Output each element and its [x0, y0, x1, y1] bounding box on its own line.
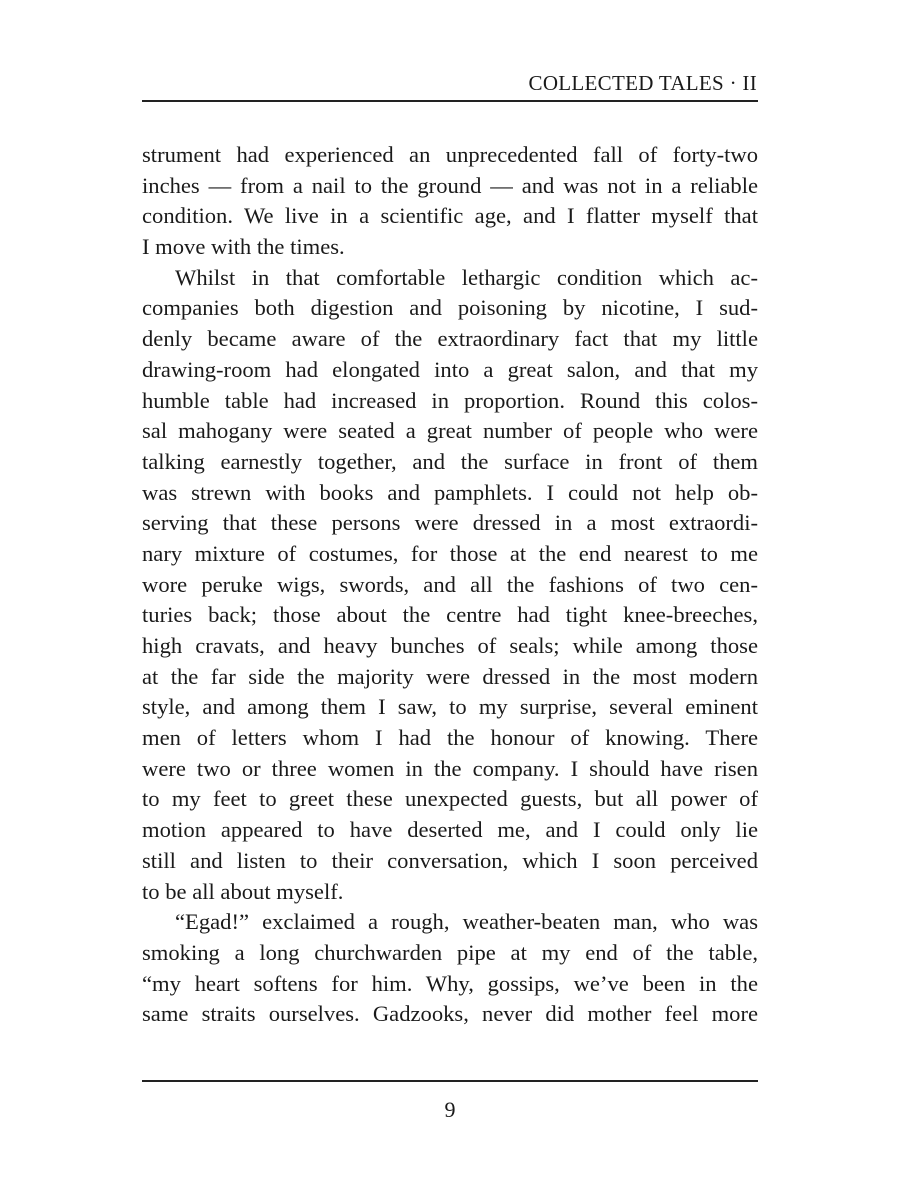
text-line: to my feet to greet these unexpected guests, but all power of: [142, 786, 758, 812]
text-line: motion appeared to have deserted me, and I could only lie: [142, 817, 758, 843]
text-line: strument had experienced an unprecedented fall of forty-two: [142, 142, 758, 167]
text-line: inches — from a nail to the ground — and was not in a reliable: [142, 172, 758, 198]
page-number: 9: [444, 1097, 456, 1122]
text-line: companies both digestion and poisoning by nicotine, I sud-: [142, 295, 758, 321]
text-line: nary mixture of costumes, for those at the end nearest to me: [142, 540, 758, 566]
text-line: talking earnestly together, and the surface in front of them: [142, 448, 758, 474]
text-line: wore peruke wigs, swords, and all the fashions of two cen-: [142, 571, 758, 597]
text-line: “Egad!” exclaimed a rough, weather-beaten man, who was: [175, 909, 758, 935]
text-line: smoking a long churchwarden pipe at my end of the table,: [142, 939, 758, 965]
text-line: were two or three women in the company. I should have risen: [142, 755, 758, 781]
footer-rule: [142, 1080, 758, 1082]
text-line: I move with the times.: [142, 234, 345, 260]
text-line: drawing-room had elongated into a great salon, and that my: [142, 356, 758, 382]
paragraph: [142, 140, 758, 263]
text-line: same straits ourselves. Gadzooks, never did mother feel more: [142, 1001, 758, 1027]
text-line: Whilst in that comfortable lethargic condition which ac-: [175, 264, 758, 290]
text-line: was strewn with books and pamphlets. I could not help ob-: [142, 479, 758, 505]
text-line: still and listen to their conversation, which I soon perceived: [142, 847, 758, 873]
paragraph: [142, 907, 758, 1030]
text-line: high cravats, and heavy bunches of seals; while among those: [142, 633, 758, 658]
body-text: [142, 140, 758, 1030]
text-line: serving that these persons were dressed in a most extraordi-: [142, 510, 758, 536]
text-line: sal mahogany were seated a great number of people who were: [142, 418, 758, 444]
running-head: [142, 64, 757, 100]
text-line: condition. We live in a scientific age, and I flatter myself that: [142, 203, 758, 229]
text-line: turies back; those about the centre had tight knee-breeches,: [142, 602, 758, 628]
text-line: to be all about myself.: [142, 878, 344, 904]
paragraph: [142, 263, 758, 907]
text-line: “my heart softens for him. Why, gossips, we’ve been in the: [142, 970, 758, 996]
text-line: men of letters whom I had the honour of knowing. There: [142, 725, 758, 751]
header-rule: [142, 100, 758, 102]
text-line: denly became aware of the extraordinary fact that my little: [142, 326, 758, 352]
text-line: humble table had increased in proportion. Round this colos-: [142, 387, 758, 413]
running-title: COLLECTED TALES · II: [528, 71, 757, 95]
text-line: style, and among them I saw, to my surprise, several eminent: [142, 694, 758, 720]
text-line: at the far side the majority were dressed in the most modern: [142, 663, 758, 689]
